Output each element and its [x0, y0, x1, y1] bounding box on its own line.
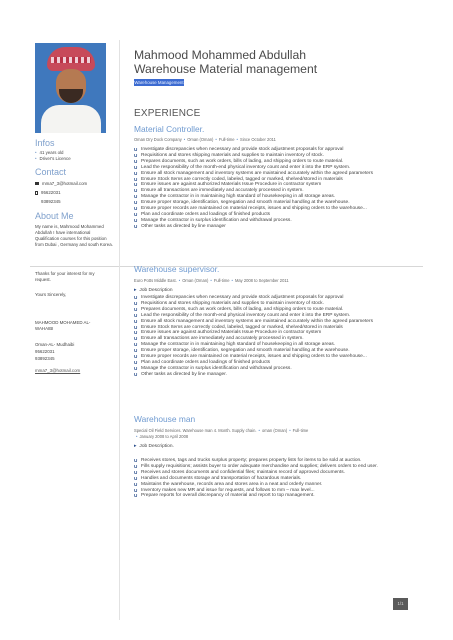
duty-item: U Investigate discrepancies when necessary and provide stock adjustment proposals for approval [134, 295, 418, 301]
page-number-badge: 1/1 [393, 598, 408, 610]
duty-item: U Ensure all stock management and inventory systems are maintained accurately within the agreed parameters [134, 319, 418, 325]
job-3-duties [134, 458, 418, 499]
duty-item: U Handles and documents storage and transportation of hazardous materials. [134, 476, 418, 482]
duty-item: U Ensure all transactions are immediately and accurately processed in system. [134, 188, 418, 194]
job-2-meta: Euro Potts Middle East. • Oman (Oman) • Full-time • May 2008 to September 2011 [134, 278, 289, 283]
candidate-role: Warehouse Material management [134, 62, 318, 76]
contact-title: Contact [35, 167, 67, 177]
about-title: About Me [35, 211, 74, 221]
duty-item: U Requisitions and stores shipping materials and supplies to maintain inventory of stock. [134, 301, 418, 307]
infos-title: Infos [35, 138, 55, 148]
duty-item: U Lead the responsibility of the month-end physical inventory count and enter it into the ERP system. [134, 313, 418, 319]
job-3-location: oman (Oman) [261, 428, 288, 433]
job-3-dates: January 2008 to April 2008 [139, 433, 189, 439]
duty-item: U Plan and coordinate orders and loadings of finished products [134, 212, 418, 218]
letter-phone-1: 95622031 [35, 349, 55, 354]
duty-item: U Ensure Stock Items are correctly coded, labeled, tagged or marked, shelved/stored in materials [134, 177, 418, 183]
duty-item: U Prepares documents, such as work orders, bills of lading, and shipping orders to route material. [134, 159, 418, 165]
letter-intro: Thanks for your interest for my request. [35, 271, 95, 282]
duty-item: U Plan and coordinate orders and loadings of finished products [134, 360, 418, 366]
job-3-company: Special Oil Field Services. Warehouse man 4. Month. Supply chain. [134, 428, 257, 433]
shirt-shape [41, 105, 101, 133]
candidate-name: Mahmood Mohammed Abdullah [134, 48, 307, 62]
duty-item: U Ensure issues are against authorized Materials Issue Procedure in contractor system [134, 182, 418, 188]
turban-shape [47, 47, 95, 71]
job-1-company: Oman Dry Dock Company [134, 137, 182, 142]
letter-address: Oman-AL- Mudhaibi [35, 342, 75, 347]
duty-item: U Maintains the warehouse, records area and stores area in a neat and orderly manner. [134, 482, 418, 488]
duty-item: U Inventory makes new MR and issue for requests, and follows to mm – max level... [134, 488, 418, 494]
job-3-lead: ▸ Job Description. [134, 444, 174, 449]
duty-item: U Lead the responsibility of the month-end physical inventory count and enter it into the ERP system. [134, 165, 418, 171]
job-2-dates: May 2008 to September 2011 [234, 278, 289, 283]
duty-item: U Receives stores, tags and trucks surplus property; prepares property lists for items to be sold at auction. [134, 458, 418, 464]
duty-item: U Ensure proper records are maintained on material receipts, issues and shipping orders to the warehouse... [134, 206, 418, 212]
job-3-type: Full-time [292, 428, 309, 433]
infos-list [35, 150, 71, 162]
profile-photo [35, 43, 106, 133]
column-divider [119, 40, 120, 620]
duty-item: U Receives and stores documents and confidential files; maintains record of approved documents. [134, 470, 418, 476]
job-2-company: Euro Potts Middle East. [134, 278, 177, 283]
job-3-lead-text: Job Description. [139, 444, 174, 449]
job-2-lead: ▸ Job Description [134, 288, 173, 293]
contact-email[interactable]: mma7_3@hotmail.com [42, 181, 88, 186]
letter-email-link[interactable]: mma7_3@hotmail.com [35, 368, 81, 373]
contact-phone2-row [35, 199, 61, 204]
job-1-type: Full-time [218, 137, 235, 142]
duty-item: U Other tasks as directed by line manager [134, 224, 418, 230]
job-1-duties [134, 147, 418, 230]
duty-item: U Investigate discrepancies when necessary and provide stock adjustment proposals for approval [134, 147, 418, 153]
duty-item: U Other tasks as directed by line manager. [134, 372, 418, 378]
duty-item: U Ensure all transactions are immediately and accurately processed in system. [134, 336, 418, 342]
job-2-duties [134, 295, 418, 378]
duty-item: U Prepare reports for overall discrepancy of material and report to top management. [134, 493, 418, 499]
job-1-location: Oman (Oman) [187, 137, 214, 142]
contact-phone-row [35, 190, 61, 195]
job-3-title: Warehouse man [134, 414, 196, 424]
letter-phone-2: 93892345 [35, 356, 55, 361]
job-2-lead-text: Job Description [139, 288, 173, 293]
duty-item: U Ensure Stock Items are correctly coded, labeled, tagged or marked, shelved/stored in materials [134, 325, 418, 331]
letter-sign: Yours Sincerely, [35, 292, 67, 297]
job-1-dates: Since October 2011 [239, 137, 276, 142]
duty-item: U Ensure proper storage, identification, segregation and smooth material handling at the warehouse. [134, 200, 418, 206]
duty-item: U Manage the contractor in in maintaining high standard of housekeeping in all storage areas. [134, 342, 418, 348]
duty-item: U Prepares documents, such as work orders, bills of lading, and shipping orders to route material. [134, 307, 418, 313]
duty-item: U Requisitions and stores shipping materials and supplies to maintain inventory of stock. [134, 153, 418, 159]
email-icon [35, 182, 39, 185]
job-2-location: Oman (Oman) [182, 278, 209, 283]
duty-item: U Ensure all stock management and inventory systems are maintained accurately within the agreed parameters [134, 171, 418, 177]
duty-item: U Manage the contractor in surplus identification and withdrawal process. [134, 218, 418, 224]
job-3-meta: Special Oil Field Services. Warehouse man 4. Month. Supply chain. • oman (Oman) • Full-time • January 2008 to April 2008 [134, 428, 309, 439]
phone-icon [35, 191, 38, 195]
info-age: • 41 years old [35, 150, 71, 156]
letter-name: MAHMOOD MOHAMED AL-WAHAIBI [35, 320, 91, 331]
duty-item: U Ensure proper records are maintained on material receipts, issues and shipping orders to the warehouse... [134, 354, 418, 360]
info-licence: • Driver's Licence [35, 156, 71, 162]
mobile-icon [35, 200, 38, 204]
duty-item: U Ensure proper storage, identification, segregation and smooth material handling at the warehouse. [134, 348, 418, 354]
role-tag: Warehouse Management [134, 80, 184, 85]
job-2-title: Warehouse supervisor. [134, 264, 220, 274]
duty-item: U Fills supply requisitions; assists buyer to order adequate merchandise and supplies; delivers orders to end user. [134, 464, 418, 470]
experience-heading: EXPERIENCE [134, 108, 201, 119]
job-1-meta: Oman Dry Dock Company • Oman (Oman) • Full-time • Since October 2011 [134, 137, 276, 142]
duty-item: U Manage the contractor in in maintaining high standard of housekeeping in all storage areas. [134, 194, 418, 200]
contact-phone-1: 95622031 [41, 190, 61, 195]
contact-email-row[interactable] [35, 181, 87, 186]
contact-phone-2: 93892345 [41, 199, 61, 204]
job-2-type: Full-time [213, 278, 230, 283]
section-divider [30, 266, 423, 267]
duty-item: U Ensure issues are against authorized Materials Issue Procedure in contractor system [134, 330, 418, 336]
duty-item: U Manage the contractor in surplus identification and withdrawal process. [134, 366, 418, 372]
about-text: My name is, Mahmood Mohammed Abdullah I have international Qualification courses for this position from Dubai , Germany and south Korea. [35, 224, 113, 247]
job-1-title: Material Controller. [134, 124, 205, 134]
